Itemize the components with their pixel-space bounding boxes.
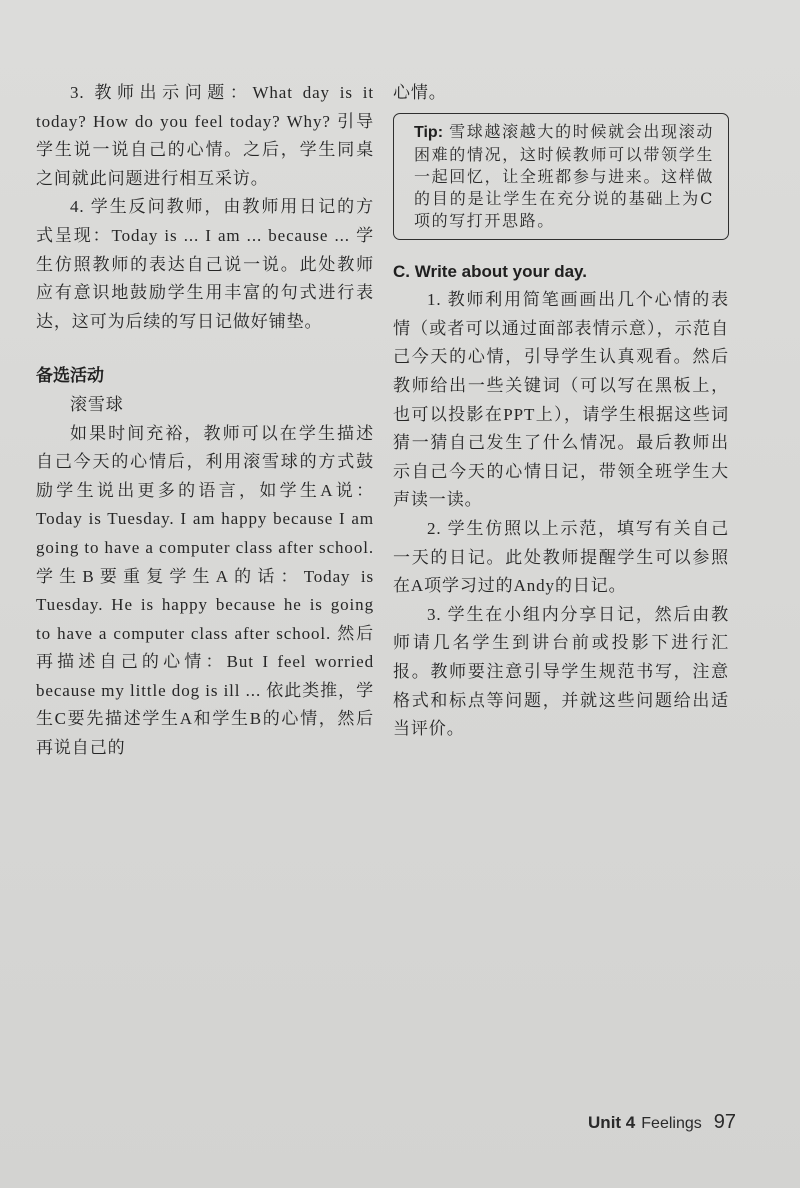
section-c-step-2: 2. 学生仿照以上示范，填写有关自己一天的日记。此处教师提醒学生可以参照在A项学习过的Andy的日记。 (393, 518, 729, 596)
page-number: 97 (713, 1111, 736, 1133)
left-column (36, 79, 374, 763)
right-column (393, 79, 729, 744)
section-c-step-1: 1. 教师利用简笔画画出几个心情的表情（或者可以通过面部表情示意），示范自己今天的心情，引导学生认真观看。然后教师给出一些关键词（可以写在黑板上，也可以投影在PPT上），请学生根据这些词猜一猜自己发生了什么情况。最后教师出示自己今天的心情日记，带领全班学生大声读一读。 (393, 290, 729, 510)
activity-name: 滚雪球 (70, 394, 124, 414)
optional-activity-heading: 备选活动 (36, 366, 104, 386)
page-footer (588, 1111, 736, 1134)
tip-box (393, 113, 729, 240)
step-3-paragraph: 3. 教师出示问题：What day is it today? How do you feel today? Why? 引导学生说一说自己的心情。之后，学生同桌之间就此问题进行相互采访。 (36, 83, 374, 188)
tip-label: Tip: (414, 123, 444, 141)
tip-text: 雪球越滚越大的时候就会出现滚动困难的情况，这时候教师可以带领学生一起回忆，让全班都参与进来。这样做的目的是让学生在充分说的基础上为C项的写打开思路。 (414, 121, 714, 230)
step-4-paragraph: 4. 学生反问教师，由教师用日记的方式呈现：Today is ... I am ... because ... 学生仿照教师的表达自己说一说。此处教师应有意识地鼓励学生用丰富的句式进行表达，这可为后续的写日记做好铺垫。 (36, 197, 374, 331)
section-c-heading: C. Write about your day. (393, 261, 587, 281)
activity-description: 如果时间充裕，教师可以在学生描述自己今天的心情后，利用滚雪球的方式鼓励学生说出更多的语言，如学生A说：Today is Tuesday. I am happy because I am going to have a computer class after school. 学生B要重复学生A的话：Today is Tuesday. He is happy because he is going to have a computer class after school. 然后再描述自己的心情：But I feel worried because my little dog is ill ... 依此类推，学生C要先描述学生A和学生B的心情，然后再说自己的 (36, 423, 374, 758)
continuation-text: 心情。 (393, 83, 447, 102)
unit-label: Unit 4 (588, 1113, 636, 1132)
section-c-step-3: 3. 学生在小组内分享日记，然后由教师请几名学生到讲台前或投影下进行汇报。教师要注意引导学生规范书写，注意格式和标点等问题，并就这些问题给出适当评价。 (393, 604, 729, 739)
unit-title: Feelings (641, 1115, 702, 1132)
